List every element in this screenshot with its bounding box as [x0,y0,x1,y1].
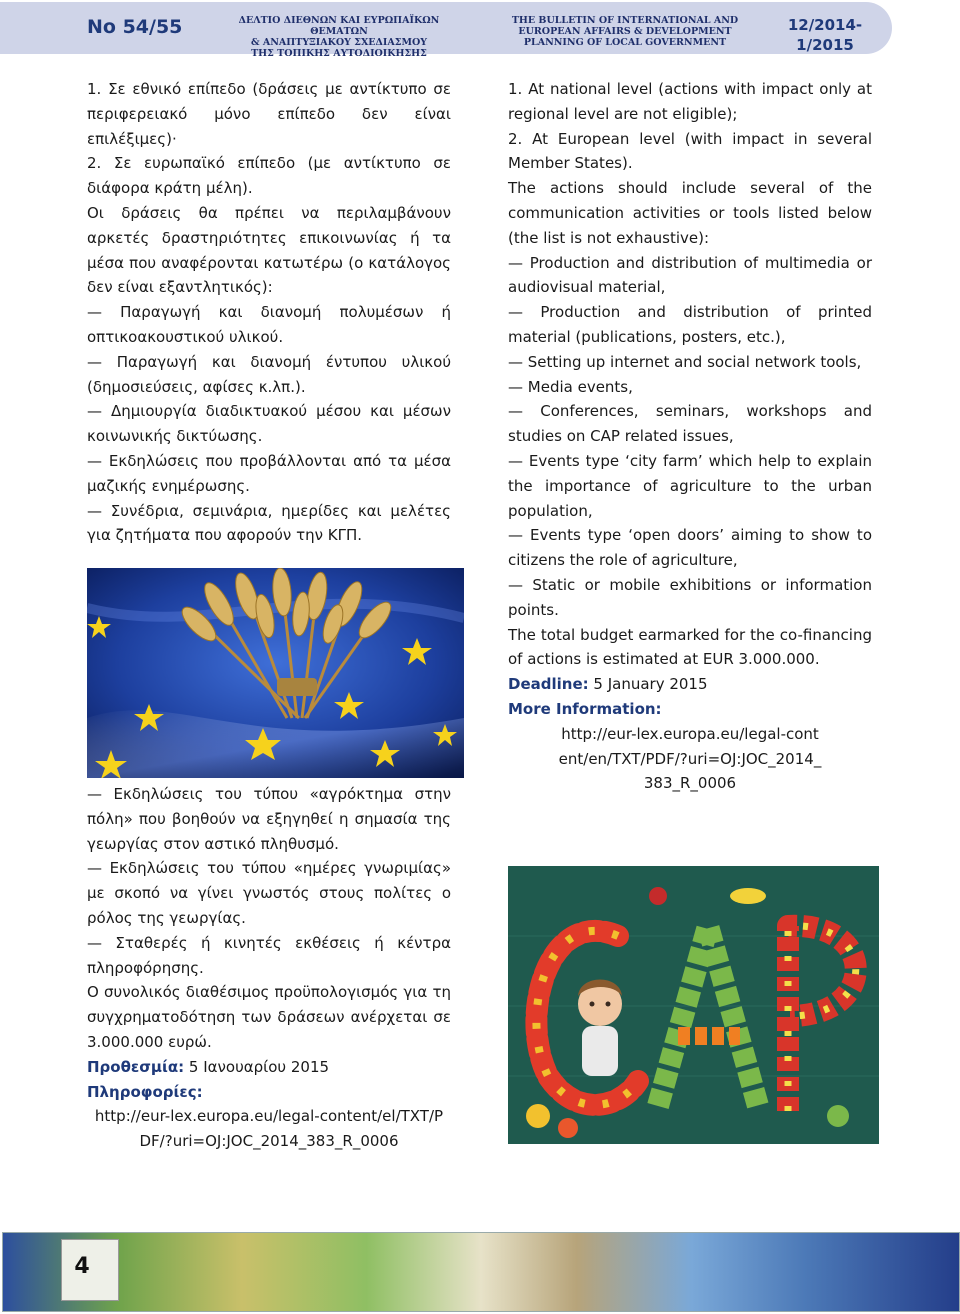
deadline-label: Προθεσμία: [87,1057,185,1076]
paragraph: Ο συνολικός διαθέσιμος προϋπολογισμός για τη συγχρηματοδότηση των δράσεων ανέρχεται σε 3.000.000 ευρώ. [87,983,451,1051]
list-item: — Δημιουργία διαδικτυακού μέσου και μέσων κοινωνικής δικτύωσης. [87,402,451,446]
list-item: — Συνέδρια, σεμινάρια, ημερίδες και μελέτες για ζητήματα που αφορούν την ΚΓΠ. [87,501,451,545]
page-header [0,2,892,59]
info-label: Πληροφορίες: [87,1082,203,1101]
paragraph: The total budget earmarked for the co-financing of actions is estimated at EUR 3.000.000. [508,625,872,669]
paragraph: Οι δράσεις θα πρέπει να περιλαμβάνουν αρκετές δραστηριότητες επικοινωνίας ή τα μέσα που αναφέρονται κατωτέρω (ο κατάλογος δεν είναι εξαντλητικός): [87,203,451,297]
deadline-label: Deadline: [508,675,589,694]
list-item: — Conferences, seminars, workshops and studies on CAP related issues, [508,402,872,446]
info-link[interactable]: http://eur-lex.europa.eu/legal-content/en/TXT/PDF/?uri=OJ:JOC_2014_383_R_0006 [558,724,822,793]
paragraph: 1. At national level (actions with impact only at regional level are not eligible); [508,80,872,123]
deadline-value: 5 January 2015 [588,675,708,694]
page-footer-banner [2,1232,960,1312]
info-link[interactable]: http://eur-lex.europa.eu/legal-content/el/TXT/PDF/?uri=OJ:JOC_2014_383_R_0006 [94,1107,444,1151]
paragraph: The actions should include several of the communication activities or tools listed below (the list is not exhaustive): [508,179,872,247]
list-item: — Production and distribution of printed material (publications, posters, etc.), [508,303,872,346]
greek-column-top [87,77,451,548]
greek-bulletin-title: ΔΕΛΤΙΟ ΔΙΕΘΝΩΝ ΚΑΙ ΕΥΡΩΠΑΪΚΩΝ ΘΕΜΑΤΩΝ & ΑΝΑΠΤΥΞΙΑΚΟΥ ΣΧΕΔΙΑΣΜΟΥ ΤΗΣ ΤΟΠΙΚΗΣ ΑΥΤΟΔΙΟΙΚΗΣΗΣ [238,15,440,59]
list-item: — Production and distribution of multimedia or audiovisual material, [508,253,872,297]
issue-date: 12/2014- 1/2015 [787,16,863,54]
list-item: — Παραγωγή και διανομή έντυπου υλικού (δημοσιεύσεις, αφίσες κ.λπ.). [87,352,451,396]
list-item: — Static or mobile exhibitions or information points. [508,575,872,619]
cap-fruit-vegetables-photo [508,866,879,1144]
greek-column-bottom [87,782,451,1154]
deadline [508,672,872,697]
page-number: 4 [74,1254,90,1279]
list-item: — Media events, [508,377,633,396]
page-number-box [61,1239,119,1301]
deadline-value: 5 Ιανουαρίου 2015 [184,1057,330,1076]
paragraph: 2. At European level (with impact in several Member States). [508,129,872,173]
english-column [508,77,872,796]
list-item: — Events type ‘open doors’ aiming to show to citizens the role of agriculture, [508,526,872,570]
list-item: — Εκδηλώσεις του τύπου «ημέρες γνωριμίας» με σκοπό να γίνει γνωστός στους πολίτες ο ρόλος της γεωργίας. [87,859,451,927]
list-item: — Setting up internet and social network tools, [508,352,862,371]
paragraph: 2. Σε ευρωπαϊκό επίπεδο (με αντίκτυπο σε διάφορα κράτη μέλη). [87,154,451,198]
wheat-eu-flag-photo [87,568,464,778]
issue-number: No 54/55 [87,16,183,38]
english-bulletin-title: THE BULLETIN OF INTERNATIONAL AND EUROPEAN AFFAIRS & DEVELOPMENT PLANNING OF LOCAL GOVERNMENT [511,15,739,48]
list-item: — Εκδηλώσεις του τύπου «αγρόκτημα στην πόλη» που βοηθούν να εξηγηθεί η σημασία της γεωργίας στον αστικό πληθυσμό. [87,785,451,853]
list-item: — Παραγωγή και διανομή πολυμέσων ή οπτικοακουστικού υλικού. [87,303,451,346]
list-item: — Events type ‘city farm’ which help to explain the importance of agriculture to the urban population, [508,451,872,520]
list-item: — Σταθερές ή κινητές εκθέσεις ή κέντρα πληροφόρησης. [87,933,451,977]
list-item: — Εκδηλώσεις που προβάλλονται από τα μέσα μαζικής ενημέρωσης. [87,451,451,495]
info-label: More Information: [508,699,662,718]
paragraph: 1. Σε εθνικό επίπεδο (δράσεις με αντίκτυπο σε περιφερειακό μόνο επίπεδο δεν είναι επιλέξιμες)· [87,80,451,148]
deadline [87,1055,451,1080]
